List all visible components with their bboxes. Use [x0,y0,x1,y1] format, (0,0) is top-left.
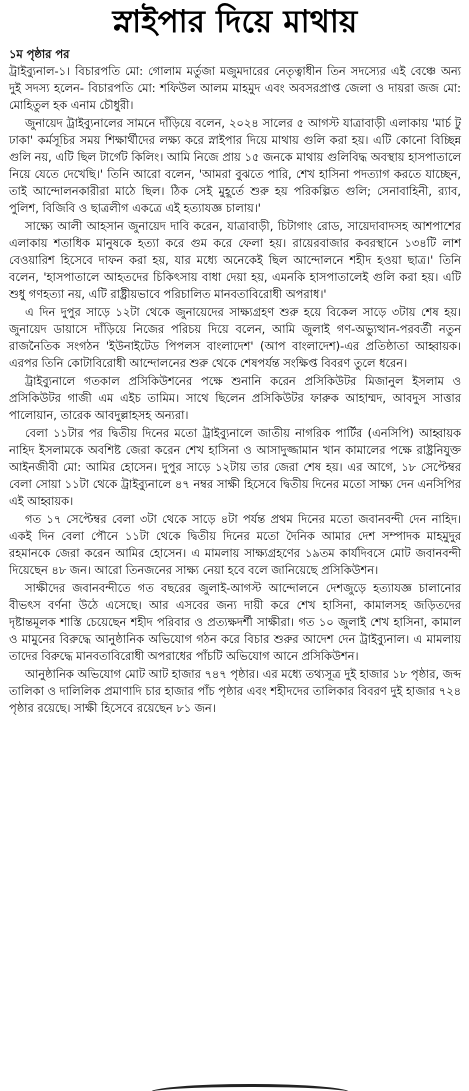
article-paragraph: এ দিন দুপুর সাড়ে ১২টা থেকে জুনায়েদের সাক্ষ্যগ্রহণ শুরু হয়ে বিকেল সাড়ে ৩টায় শেষ হয়। জুনায়েদ ডায়াসে দাঁড়িয়ে নিজের পরিচয় দিয়ে বলেন, আমি জুলাই গণ-অভ্যুত্থান-পরবর্তী নতুন রাজনৈতিক সংগঠন 'ইউনাইটেড পিপলস বাংলাদেশ' (আপ বাংলাদেশ)-এর প্রতিষ্ঠাতা আহ্বায়ক। এরপর তিনি কোটাবিরোধী আন্দোলনের শুরু থেকে শেষপর্যন্ত সংক্ষিপ্ত বিবরণ তুলে ধরেন। [9,305,461,370]
continued-from-label: ১ম পৃষ্ঠার পর [9,47,70,61]
article-paragraph: আনুষ্ঠানিক অভিযোগ মোট আট হাজার ৭৪৭ পৃষ্ঠার। এর মধ্যে তথ্যসূত্র দুই হাজার ১৮ পৃষ্ঠার, জব্দ তালিকা ও দালিলিক প্রমাণাদি চার হাজার পাঁচ পৃষ্ঠার এবং শহীদদের তালিকার বিবরণ দুই হাজার ৭২৪ পৃষ্ঠার রয়েছে। সাক্ষী হিসেবে রয়েছেন ৮১ জন। [9,667,461,715]
article-headline: স্নাইপার দিয়ে মাথায় [112,4,358,40]
article-paragraph: জুনায়েদ ট্রাইব্যুনালের সামনে দাঁড়িয়ে বলেন, ২০২৪ সালের ৫ আগস্ট যাত্রাবাড়ী এলাকায় 'মার্চ টু ঢাকা' কর্মসূচির সময় শিক্ষার্থীদের লক্ষ্য করে স্নাইপার দিয়ে মাথায় গুলি করা হয়। এটি কোনো বিচ্ছিন্ন গুলি নয়, এটি ছিল টার্গেট কিলিং। আমি নিজে প্রায় ১৫ জনকে মাথায় গুলিবিদ্ধ অবস্থায় হাসপাতালে নিয়ে যেতে দেখেছি।' তিনি আরো বলেন, 'আমরা বুঝতে পারি, শেখ হাসিনা পদত্যাগ করতে যাচ্ছেন, তাই আন্দোলনকারীরা মাঠে ছিল। ঠিক সেই মুহূর্তে শুরু হয় পরিকল্পিত গুলি; সেনাবাহিনী, র‍্যাব, পুলিশ, বিজিবি ও ছাত্রলীগ একত্রে এই হত্যাযজ্ঞ চালায়।' [9,116,461,215]
article-paragraph: সাক্ষ্যে আলী আহসান জুনায়েদ দাবি করেন, যাত্রাবাড়ী, চিটাগাং রোড, সায়েদাবাদসহ আশপাশের এলাকায় শতাধিক মানুষকে হত্যা করে গুম করে ফেলা হয়। রায়েরবাজার কবরস্থানে ১৩৪টি লাশ বেওয়ারিশ হিসেবে দাফন করা হয়, যার মধ্যে অনেকেই ছিল আন্দোলনে শহীদ হওয়া ছাত্র।' তিনি বলেন, 'হাসপাতালে আহতদের চিকিৎসায় বাধা দেয়া হয়, এমনকি হাসপাতালেই গুলি করা হয়। এটি শুধু গণহত্যা নয়, এটি রাষ্ট্রীয়ভাবে পরিচালিত মানবতাবিরোধী অপরাধ।' [9,219,461,301]
article-paragraph: বেলা ১১টার পর দ্বিতীয় দিনের মতো ট্রাইব্যুনালে জাতীয় নাগরিক পার্টির (এনসিপি) আহ্বায়ক নাহিদ ইসলামকে অবশিষ্ট জেরা করেন শেখ হাসিনা ও আসাদুজ্জামান খান কামালের পক্ষে রাষ্ট্রনিযুক্ত আইনজীবী মো: আমির হোসেন। দুপুর সাড়ে ১২টায় তার জেরা শেষ হয়। এর আগে, ১৮ সেপ্টেম্বর বেলা সোয়া ১১টা থেকে ট্রাইব্যুনালে ৪৭ নম্বর সাক্ষী হিসেবে দ্বিতীয় দিনের মতো সাক্ষ্য দেন এনসিপির এই আহ্বায়ক। [9,426,461,508]
article-paragraph: ট্রাইব্যুনালে গতকাল প্রসিকিউশনের পক্ষে শুনানি করেন প্রসিকিউটর মিজানুল ইসলাম ও প্রসিকিউটর গাজী এম এইচ তামিম। সাথে ছিলেন প্রসিকিউটর ফারুক আহাম্মদ, আবদুস সাত্তার পালোয়ান, তারেক আবদুল্লাহসহ অন্যরা। [9,374,461,422]
article-paragraph: সাক্ষীদের জবানবন্দীতে গত বছরের জুলাই-আগস্ট আন্দোলনে দেশজুড়ে হত্যাযজ্ঞ চালানোর বীভৎস বর্ণনা উঠে এসেছে। আর এসবের জন্য দায়ী করে শেখ হাসিনা, কামালসহ জড়িতদের দৃষ্টান্তমূলক শাস্তি চেয়েছেন শহীদ পরিবার ও প্রত্যক্ষদর্শী সাক্ষীরা। গত ১০ জুলাই শেখ হাসিনা, কামাল ও মামুনের বিরুদ্ধে আনুষ্ঠানিক অভিযোগ গঠন করে বিচার শুরুর আদেশ দেন ট্রাইব্যুনাল। এ মামলায় তাদের বিরুদ্ধে মানবতাবিরোধী অপরাধের পাঁচটি অভিযোগ আনে প্রসিকিউশন। [9,581,461,663]
next-article-edge [0,1083,469,1091]
article-body [9,63,461,717]
article-paragraph: গত ১৭ সেপ্টেম্বর বেলা ৩টা থেকে সাড়ে ৪টা পর্যন্ত প্রথম দিনের মতো জবানবন্দী দেন নাহিদ। একই দিন বেলা পৌনে ১১টা থেকে দ্বিতীয় দিনের মতো দৈনিক আমার দেশ সম্পাদক মাহমুদুর রহমানকে জেরা করেন আমির হোসেন। এ মামলায় সাক্ষ্যগ্রহণের ১৯তম কার্যদিবসে মোট জবানবন্দী দিয়েছেন ৪৮ জন। আরো তিনজনের সাক্ষ্য নেয়া হবে বলে জানিয়েছে প্রসিকিউশন। [9,512,461,577]
article-paragraph: ট্রাইব্যুনাল-১। বিচারপতি মো: গোলাম মর্তুজা মজুমদারের নেতৃত্বাধীন তিন সদস্যের এই বেঞ্চে অন্য দুই সদস্য হলেন- বিচারপতি মো: শফিউল আলম মাহমুদ এবং অবসরপ্রাপ্ত জেলা ও দায়রা জজ মো: মোহিতুল হক এনাম চৌধুরী। [9,64,461,112]
